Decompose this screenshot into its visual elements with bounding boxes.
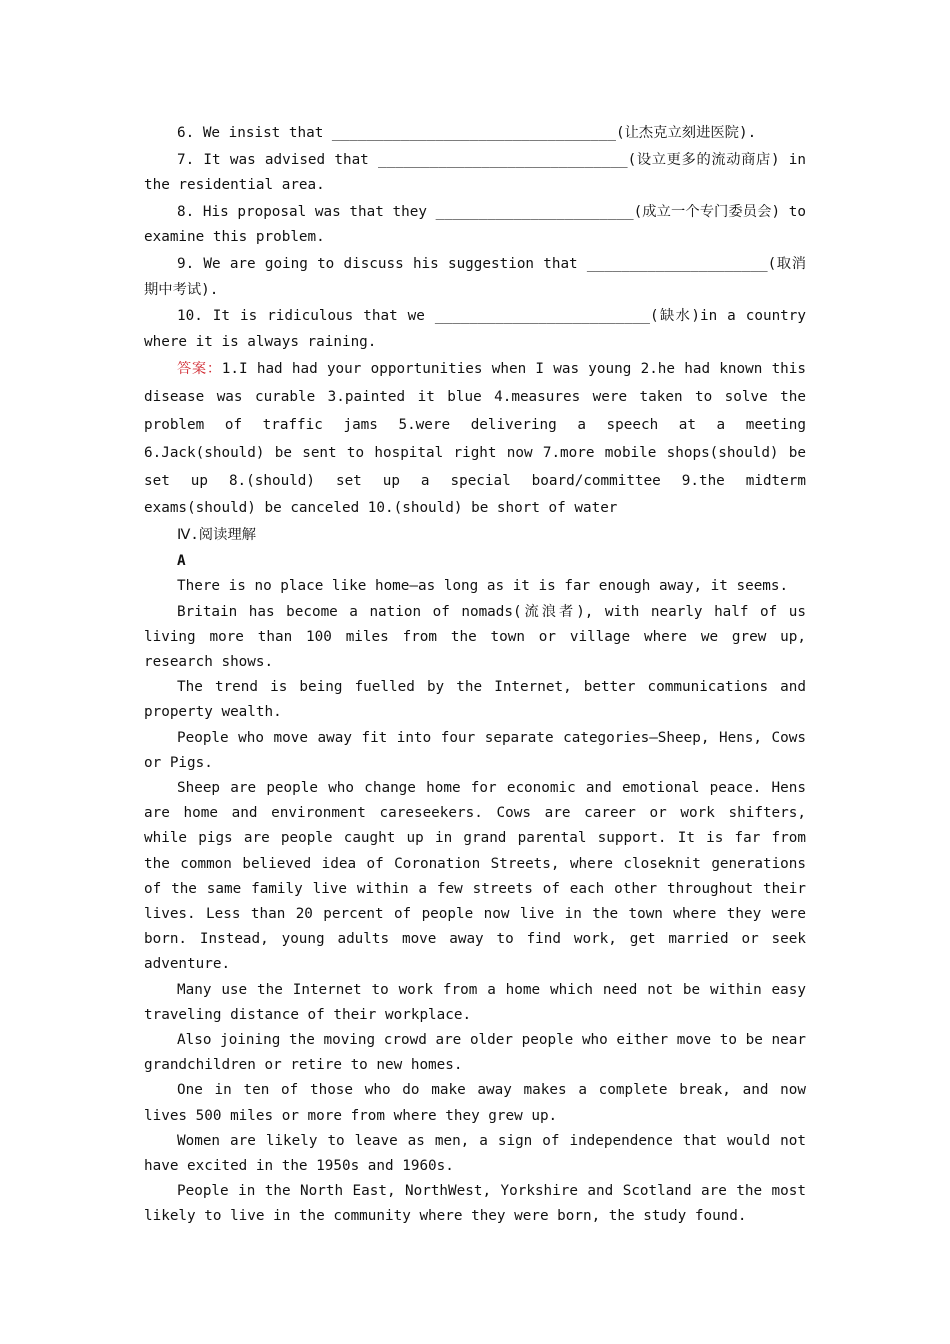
paragraph: Many use the Internet to work from a home which need not be within easy traveling distance of their workplace.: [144, 981, 806, 1023]
paragraph: One in ten of those who do make away makes a complete break, and now lives 500 miles or more from where they grew up.: [144, 1082, 806, 1124]
exercise-10: 10. It is ridiculous that we _________________________(缺水)in a country where it is always raining.: [144, 308, 806, 350]
exercise-9: 9. We are going to discuss his suggestion that _____________________(取消期中考试).: [144, 255, 806, 298]
passage-label: A: [177, 552, 186, 569]
answer-label: 答案：: [177, 361, 222, 378]
paragraph: Britain has become a nation of nomads(流浪者), with nearly half of us living more than 100 miles from the town or village where we grew up, research shows.: [144, 603, 806, 670]
reading-passage: [144, 574, 806, 1229]
paragraph: Sheep are people who change home for economic and emotional peace. Hens are home and environment careseekers. Cows are career or work shifters, while pigs are people caught up in grand parental support. It is far from the common believed idea of Coronation Streets, where closeknit generations of the same family live within a few streets of each other throughout their lives. Less than 20 percent of people now live in the town where they were born. Instead, young adults move away to find work, get married or seek adventure.: [144, 779, 806, 973]
exercise-7: 7. It was advised that _____________________________(设立更多的流动商店) in the residential area.: [144, 151, 806, 194]
answer-text: 1.I had had your opportunities when I was young 2.he had known this disease was curable 3.painted it blue 4.measures were taken to solve the problem of traffic jams 5.were delivering a speech at a meeting 6.Jack(should) be sent to hospital right now 7.more mobile shops(should) be set up 8.(should) set up a special board/committee 9.the midterm exams(should) be canceled 10.(should) be short of water: [144, 361, 807, 517]
answer-key: [144, 356, 806, 523]
paragraph: People who move away fit into four separate categories—Sheep, Hens, Cows or Pigs.: [144, 729, 806, 771]
section-title: Ⅳ.阅读理解: [177, 527, 256, 544]
exercise-8: 8. His proposal was that they _______________________(成立一个专门委员会) to examine this problem.: [144, 203, 806, 246]
exercise-6: 6. We insist that _________________________________(让杰克立刻进医院).: [177, 125, 757, 141]
paragraph: The trend is being fuelled by the Internet, better communications and property wealth.: [144, 679, 806, 721]
paragraph: Women are likely to leave as men, a sign of independence that would not have excited in the 1950s and 1960s.: [144, 1132, 806, 1174]
paragraph: People in the North East, NorthWest, Yorkshire and Scotland are the most likely to live in the community where they were born, the study found.: [144, 1183, 806, 1225]
paragraph: There is no place like home—as long as it is far enough away, it seems.: [177, 578, 789, 595]
document-content: [144, 121, 806, 1230]
paragraph: Also joining the moving crowd are older people who either move to be near grandchildren or retire to new homes.: [144, 1031, 806, 1074]
